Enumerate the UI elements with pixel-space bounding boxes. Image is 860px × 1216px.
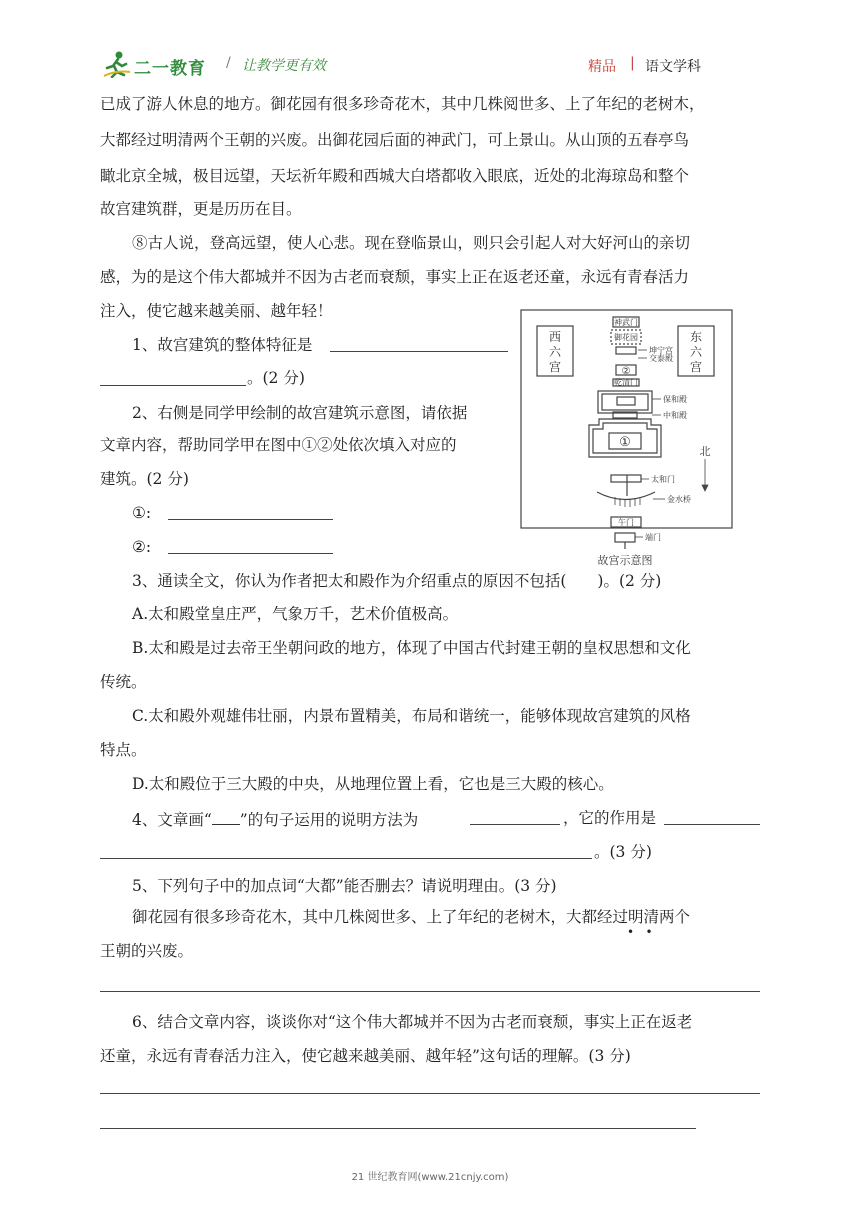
east-label: 六 [689, 345, 703, 359]
passage-line: 注入，使它越来越美丽、越年轻！ [100, 302, 333, 320]
effect-blank[interactable] [664, 824, 760, 825]
answer-blank-2[interactable] [168, 553, 333, 554]
mark-2-label: ② [621, 366, 631, 377]
question-6-cont: 还童，永远有青春活力注入，使它越来越美丽、越年轻”这句话的理解。(3 分) [100, 1047, 631, 1065]
answer-blank[interactable] [330, 351, 508, 352]
question-5: 5、下列句子中的加点词“大都”能否删去？请说明理由。(3 分) [132, 877, 557, 895]
question-1: 1、故宫建筑的整体特征是 [132, 336, 313, 354]
page-footer: 21 世纪教育网(www.21cnjy.com) [351, 1172, 509, 1183]
baohe-label: 保和殿 [663, 395, 687, 404]
passage-line: 感，为的是这个伟大都城并不因为古老而衰颓，事实上正在返老还童，永远有青春活力 [100, 268, 690, 286]
quality-tag: 精品 [588, 59, 616, 75]
passage-line: 故宫建筑群，更是历历在目。 [100, 200, 302, 218]
answer-blank-1[interactable] [168, 519, 333, 520]
duanmen-gate [615, 533, 635, 542]
emphasis-dots: • • [627, 925, 653, 939]
diagram-caption: 故宫示意图 [597, 554, 653, 567]
east-label: 宫 [689, 360, 703, 374]
north-label: 北 [699, 445, 711, 458]
taihe-gate [611, 475, 641, 482]
passage-line: 大都经过明清两个王朝的兴废。出御花园后面的神武门，可上景山。从山顶的五春亭鸟 [100, 131, 690, 149]
blank-label-2: ②: [132, 538, 152, 556]
score: 。(2 分) [247, 369, 305, 387]
method-blank[interactable] [470, 824, 560, 825]
q4-part1: 4、文章画“ [132, 811, 212, 829]
runner-logo-icon [104, 50, 130, 78]
west-label: 宫 [548, 360, 562, 374]
option-c-cont: 特点。 [100, 741, 147, 759]
golden-water-river [597, 492, 655, 500]
duanmen-label: 端门 [645, 533, 661, 542]
baohe-inner [602, 394, 648, 410]
shenwu-label: 神武门 [614, 318, 638, 327]
option-c: C.太和殿外观雄伟壮丽，内景布置精美，布局和谐统一，能够体现故宫建筑的风格 [132, 707, 691, 725]
wumen-label: 午门 [618, 518, 634, 527]
slogan: 让教学更有效 [242, 58, 326, 74]
q5-quote: 御花园有很多珍奇花木，其中几株阅世多、上了年纪的老树木，大都经过明清两个 [132, 908, 691, 926]
option-a: A.太和殿堂皇庄严，气象万千，艺术价值极高。 [132, 605, 459, 623]
brand-name: 二一教育 [134, 59, 206, 79]
baohe-hall [617, 397, 635, 405]
kunning-label: 坤宁宫 [649, 346, 673, 355]
q4-part2: ”的句子运用的说明方法为 [239, 811, 419, 829]
header-slash: / [226, 55, 231, 71]
qianqing-label: 乾清门 [614, 378, 638, 387]
question-4 [132, 808, 418, 830]
answer-line[interactable] [100, 991, 760, 992]
q4-part3: ，它的作用是 [563, 809, 657, 827]
blank-label-1: ①: [132, 504, 152, 522]
option-b-cont: 传统。 [100, 673, 147, 691]
east-label: 东 [689, 330, 703, 344]
passage-line: ⑧古人说，登高远望，使人心悲。现在登临景山，则只会引起人对大好河山的亲切 [132, 234, 691, 252]
underline-sample [212, 808, 240, 825]
question-6: 6、结合文章内容，谈谈你对“这个伟大都城并不因为古老而衰颓，事实上正在返老 [132, 1013, 693, 1031]
jinshui-label: 金水桥 [667, 495, 691, 504]
taihemen-label: 太和门 [651, 475, 675, 484]
option-d: D.太和殿位于三大殿的中央，从地理位置上看，它也是三大殿的核心。 [132, 775, 614, 793]
question-2-line: 建筑。(2 分) [100, 470, 189, 488]
answer-blank[interactable] [100, 385, 246, 386]
subject-tag: 语文学科 [645, 59, 701, 75]
tag-separator: | [630, 55, 635, 71]
page-header [100, 46, 760, 86]
jiaotai-label: 交泰殿 [649, 354, 673, 363]
palace-diagram [515, 307, 765, 573]
q5-quote-cont: 王朝的兴废。 [100, 942, 194, 960]
question-2-line: 文章内容，帮助同学甲在图中①②处依次填入对应的 [100, 436, 457, 454]
mark-1-label: ① [619, 435, 631, 450]
effect-blank-cont[interactable] [100, 858, 592, 859]
zhonghe-label: 中和殿 [663, 411, 687, 420]
answer-line[interactable] [100, 1128, 696, 1129]
question-2: 2、右侧是同学甲绘制的故宫建筑示意图，请依据 [132, 404, 468, 422]
question-3: 3、通读全文，你认为作者把太和殿作为介绍重点的原因不包括( )。(2 分) [132, 572, 662, 590]
west-label: 西 [548, 330, 562, 344]
kunning-box [616, 347, 636, 354]
option-b: B.太和殿是过去帝王坐朝问政的地方，体现了中国古代封建王朝的皇权思想和文化 [132, 639, 691, 657]
q4-score: 。(3 分) [594, 843, 652, 861]
passage-line: 已成了游人休息的地方。御花园有很多珍奇花木，其中几株阅世多、上了年纪的老树木， [100, 95, 705, 113]
passage-line: 瞰北京全城，极目远望，天坛祈年殿和西城大白塔都收入眼底，近处的北海琼岛和整个 [100, 167, 690, 185]
yuhua-label: 御花园 [614, 333, 638, 342]
west-label: 六 [548, 345, 562, 359]
answer-line[interactable] [100, 1093, 760, 1094]
